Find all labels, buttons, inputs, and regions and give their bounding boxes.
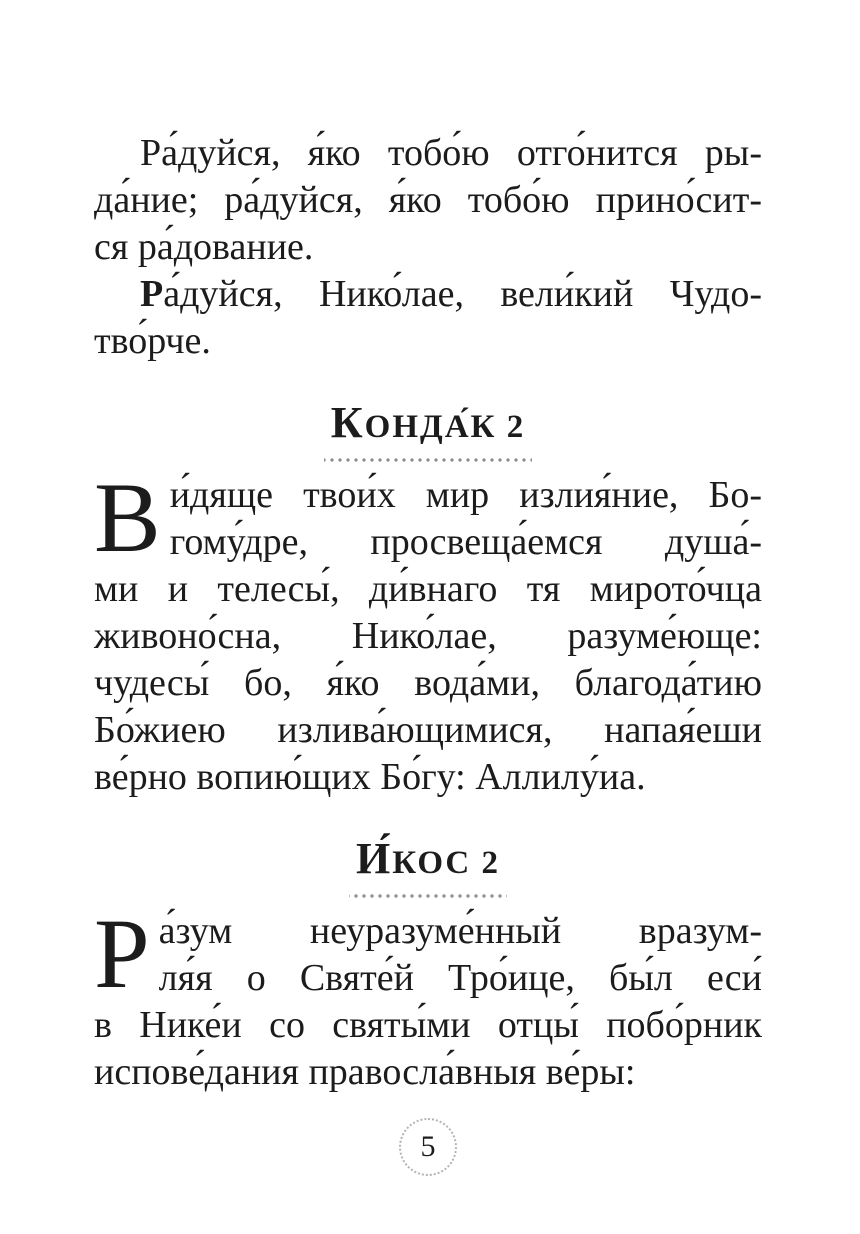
section-heading <box>94 398 762 449</box>
text-line: ве́рно вопию́щих Бо́гу: Аллилу́иа. <box>94 756 646 798</box>
dropcap-paragraph <box>94 898 762 1096</box>
drop-cap: В <box>94 462 161 573</box>
text-line: живоно́сна, Нико́лае, разуме́юще: <box>94 615 762 657</box>
section-heading <box>94 834 762 885</box>
page-number-badge <box>399 1118 457 1176</box>
text-line: ми и телесы́, ди́внаго тя мирото́чца <box>94 568 762 610</box>
text-line: испове́дания правосла́вныя ве́ры: <box>94 1051 636 1093</box>
text-line: Бо́жиею излива́ющимися, напая́еши <box>94 709 762 751</box>
section-heading-block <box>94 398 762 462</box>
text-line: а́зум неуразуме́нный вразум- <box>158 910 762 952</box>
dotted-rule <box>349 894 507 898</box>
text-line: Ра́дуйся, Нико́лае, вели́кий Чудо- <box>140 273 762 315</box>
bold-initial: Р <box>140 273 164 315</box>
text-line: ля́я о Святе́й Тро́ице, бы́л еси́ <box>158 957 762 999</box>
text-line: да́ние; ра́дуйся, я́ко тобо́ю прино́сит- <box>94 179 762 221</box>
text-line: и́дяще твои́х мир излия́ние, Бо- <box>169 474 762 516</box>
dropcap-paragraph <box>94 462 762 801</box>
text-line: тво́рче. <box>94 320 211 362</box>
page-footer <box>94 1118 762 1176</box>
section-heading-block <box>94 834 762 898</box>
text-column <box>94 130 762 1096</box>
text-line: гому́дре, просвеща́емся душа́- <box>169 521 762 563</box>
heading-initial: И́ <box>356 834 393 883</box>
text-line: Ра́дуйся, я́ко тобо́ю отго́нится ры- <box>140 132 762 174</box>
text-line: чудесы́ бо, я́ко вода́ми, благода́тию <box>94 662 762 704</box>
drop-cap: Р <box>94 898 150 1009</box>
heading-initial: К <box>330 398 365 447</box>
dotted-rule <box>324 458 532 462</box>
paragraph <box>94 130 762 271</box>
text-line: ся ра́дование. <box>94 226 314 268</box>
page-number: 5 <box>420 1130 436 1163</box>
section-heading-text: И́КОС 2 <box>356 834 500 883</box>
text-line: в Нике́и со святы́ми отцы́ побо́рник <box>94 1004 762 1046</box>
paragraph <box>94 271 762 365</box>
section-heading-text: КОНДА́К 2 <box>330 398 526 447</box>
